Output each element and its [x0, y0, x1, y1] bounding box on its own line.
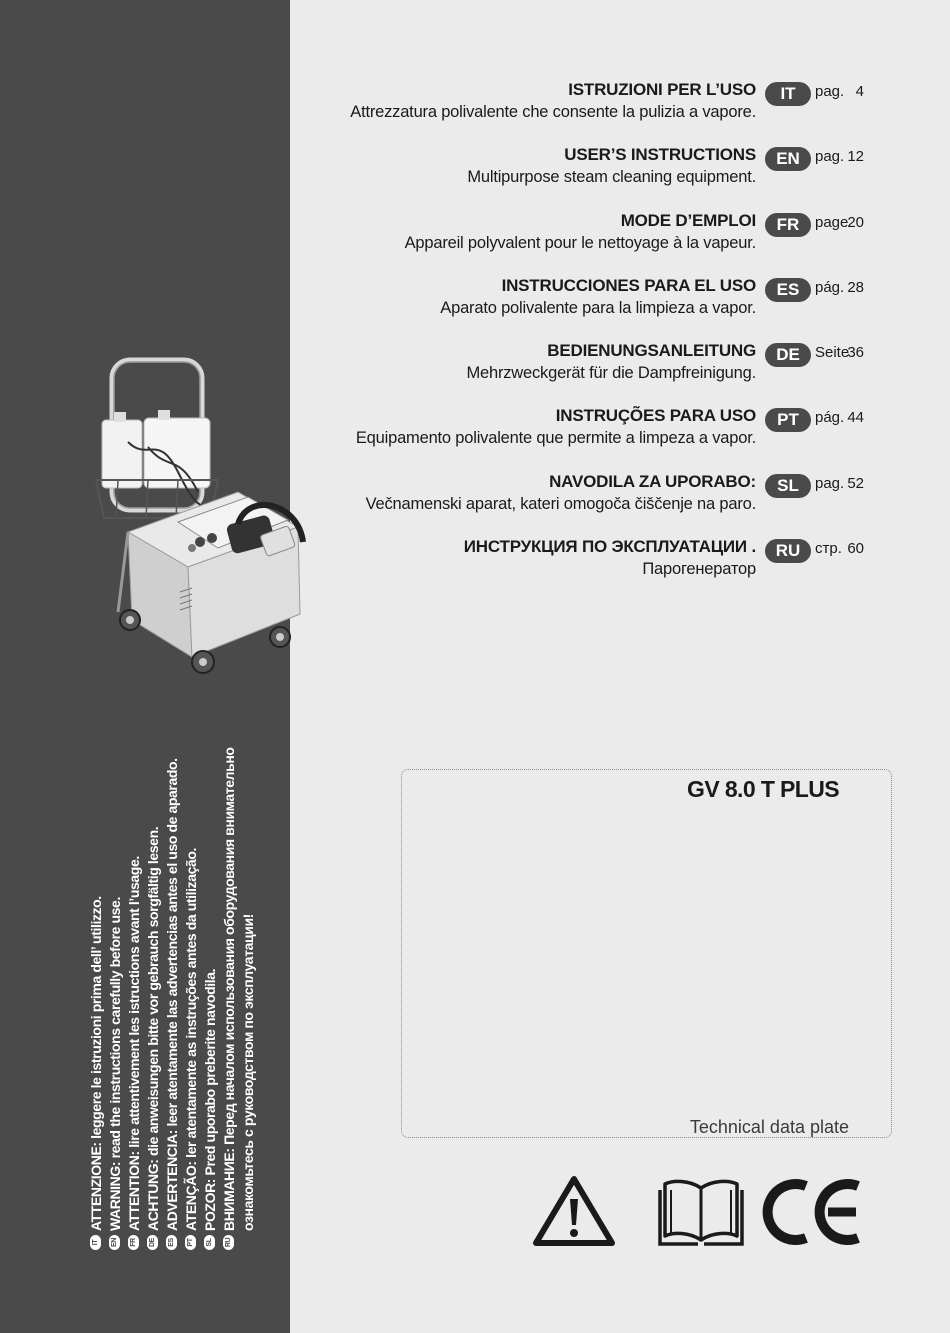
- language-code-badge: RU: [765, 539, 811, 563]
- language-entry-de[interactable]: [300, 341, 900, 406]
- page-label: pag.: [815, 148, 845, 166]
- language-code-badge: DE: [147, 1235, 158, 1250]
- language-entry-pt[interactable]: [300, 406, 900, 471]
- warning-line: [124, 710, 143, 1250]
- language-code-badge: EN: [109, 1235, 120, 1250]
- warning-line: [86, 710, 105, 1250]
- warning-text: ACHTUNG: die anweisungen bitte vor gebrauch sorgfältig lesen.: [144, 826, 161, 1231]
- language-subtitle: Aparato polivalente para la limpieza a vapor.: [440, 298, 756, 317]
- language-subtitle: Парогенератор: [642, 560, 756, 579]
- warning-line: [143, 710, 162, 1250]
- page-number: 60: [847, 540, 864, 558]
- language-code-badge: IT: [765, 82, 811, 106]
- warning-line: [219, 710, 238, 1250]
- page-number: 12: [847, 148, 864, 166]
- page-label: page: [815, 213, 849, 231]
- language-code-badge: ES: [166, 1235, 177, 1250]
- page-number: 4: [855, 83, 864, 100]
- page-label: pág.: [815, 278, 845, 296]
- plate-caption: Technical data plate: [689, 1117, 849, 1137]
- language-title: BEDIENUNGSANLEITUNG: [547, 341, 756, 361]
- manual-book-icon: [657, 1176, 745, 1248]
- language-subtitle: Appareil polyvalent pour le nettoyage à la vapeur.: [404, 233, 756, 252]
- warning-line: [181, 710, 200, 1250]
- ce-mark-icon: [762, 1176, 866, 1248]
- language-title: ИНСТРУКЦИЯ ПО ЭКСПЛУАТАЦИИ .: [463, 537, 756, 557]
- language-code-badge: SL: [204, 1235, 215, 1250]
- warning-line: [200, 710, 219, 1250]
- language-title: USER’S INSTRUCTIONS: [564, 145, 756, 165]
- warning-text: ATTENTION: lire attentivement les istructions avant l’usage.: [125, 856, 142, 1231]
- language-title: NAVODILA ZA UPORABO:: [549, 471, 756, 491]
- language-title: ISTRUZIONI PER L’USO: [568, 80, 756, 99]
- warning-continuation: ознакомьтесь с руководством по эксплуатации!: [239, 914, 256, 1231]
- page-label: Seite: [815, 344, 850, 362]
- language-code-badge: PT: [185, 1235, 196, 1250]
- page-label: pág.: [815, 409, 845, 427]
- language-subtitle: Attrezzatura polivalente che consente la pulizia a vapore.: [350, 103, 756, 121]
- page-number: 52: [847, 474, 864, 492]
- language-code-badge: FR: [128, 1235, 139, 1250]
- language-subtitle: Multipurpose steam cleaning equipment.: [467, 168, 756, 187]
- steam-cleaner-illustration: [88, 352, 318, 682]
- language-title: INSTRUÇÕES PARA USO: [555, 406, 756, 426]
- language-entry-es[interactable]: [300, 276, 900, 341]
- page-label: pag.: [815, 83, 845, 100]
- page-number: 20: [847, 213, 864, 231]
- page-number: 36: [847, 344, 864, 362]
- warning-text: POZOR: Pred uporabo preberite navodila.: [201, 968, 218, 1231]
- warning-block: [86, 710, 256, 1250]
- language-code-badge: ES: [765, 278, 811, 302]
- language-code-badge: DE: [765, 343, 811, 367]
- language-subtitle: Mehrzweckgerät für die Dampfreinigung.: [466, 364, 756, 383]
- language-code-badge: PT: [765, 408, 811, 432]
- language-subtitle: Večnamenski aparat, kateri omogoča čiščenje na paro.: [365, 494, 756, 513]
- warning-line: [162, 710, 181, 1250]
- warning-text: ATTENZIONE: leggere le istruzioni prima dell’ utilizzo.: [87, 896, 104, 1231]
- page-number: 44: [847, 409, 864, 427]
- page-label: pag.: [815, 474, 845, 492]
- warning-text: ВНИМАНИЕ: Перед началом использования оборудования внимательно: [220, 747, 237, 1231]
- language-code-badge: FR: [765, 213, 811, 237]
- page-number: 28: [847, 278, 864, 296]
- language-entry-ru[interactable]: [300, 537, 900, 602]
- warning-text: ADVERTENCIA: leer atentamente las advertencias antes el uso de aparado.: [163, 758, 180, 1231]
- language-entry-fr[interactable]: [300, 211, 900, 276]
- model-name: GV 8.0 T PLUS: [687, 776, 839, 802]
- warning-text: WARNING: read the instructions carefully before use.: [106, 897, 123, 1231]
- language-code-badge: IT: [90, 1235, 101, 1250]
- language-title: INSTRUCCIONES PARA EL USO: [501, 275, 756, 295]
- language-index: [300, 80, 900, 602]
- technical-data-plate: [401, 769, 892, 1138]
- language-code-badge: SL: [765, 474, 811, 498]
- symbol-row: [0, 1172, 950, 1252]
- warning-text: ATENÇÃO: ler atentamente as instruções antes da utilização.: [182, 847, 199, 1231]
- language-entry-sl[interactable]: [300, 472, 900, 537]
- language-code-badge: RU: [223, 1235, 234, 1250]
- warning-line: [105, 710, 124, 1250]
- page-label: стр.: [815, 540, 842, 558]
- language-code-badge: EN: [765, 147, 811, 171]
- language-subtitle: Equipamento polivalente que permite a limpeza a vapor.: [355, 429, 756, 448]
- warning-triangle-icon: [532, 1175, 616, 1247]
- language-title: MODE D’EMPLOI: [620, 210, 756, 230]
- language-entry-it[interactable]: [300, 80, 900, 145]
- language-entry-en[interactable]: [300, 145, 900, 210]
